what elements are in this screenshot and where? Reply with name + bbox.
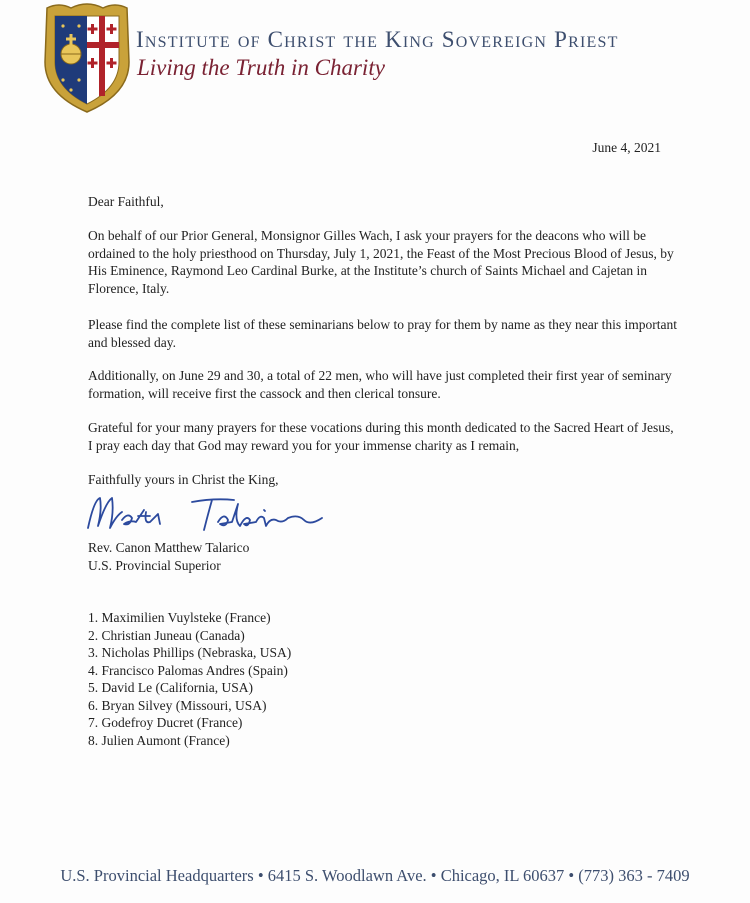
list-item: 2. Christian Juneau (Canada) xyxy=(88,627,245,643)
salutation: Dear Faithful, xyxy=(88,194,164,209)
handwritten-signature xyxy=(84,490,326,538)
list-item: 7. Godefroy Ducret (France) xyxy=(88,715,243,730)
deacon-list xyxy=(88,609,291,749)
list-item: 1. Maximilien Vuylsteke (France) xyxy=(88,610,271,625)
heraldic-crest-icon xyxy=(41,2,133,114)
paragraph-tonsure: Additionally, on June 29 and 30, a total of 22 men, who will have just completed their first year of seminary formation, will receive first the cassock and then clerical tonsure. xyxy=(88,368,672,401)
paragraph-list-intro: Please find the complete list of these seminarians below to pray for them by name as they near this important and blessed day. xyxy=(88,317,677,350)
list-item: 8. Julien Aumont (France) xyxy=(88,732,230,748)
signer-block xyxy=(88,539,249,574)
signer-name: Rev. Canon Matthew Talarico xyxy=(88,540,250,555)
organization-name: Institute of Christ the King Sovereign Priest xyxy=(136,27,619,52)
signer-title: U.S. Provincial Superior xyxy=(88,557,221,573)
list-item: 6. Bryan Silvey (Missouri, USA) xyxy=(88,697,267,713)
paragraph-gratitude: Grateful for your many prayers for these vocations during this month dedicated to the Sacred Heart of Jesus, I pray each day that God may reward you for your immense charity as I remain, xyxy=(88,420,674,453)
paragraph-intercession: On behalf of our Prior General, Monsignor Gilles Wach, I ask your prayers for the deacons who will be ordained to the holy priesthood on Thursday, July 1, 2021, the Feast of the Most Precious Blood of Jesus, by His Eminence, Raymond Leo Cardinal Burke, at the Institute’s church of Saints Michael and Cajetan in Florence, Italy. xyxy=(88,228,674,296)
list-item: 3. Nicholas Phillips (Nebraska, USA) xyxy=(88,645,292,660)
list-item: 4. Francisco Palomas Andres (Spain) xyxy=(88,662,288,678)
closing: Faithfully yours in Christ the King, xyxy=(88,472,279,487)
footer-address: U.S. Provincial Headquarters • 6415 S. Woodlawn Ave. • Chicago, IL 60637 • (773) 363 - 7409 xyxy=(60,866,690,885)
tagline: Living the Truth in Charity xyxy=(137,55,385,80)
list-item: 5. David Le (California, USA) xyxy=(88,680,253,695)
letter-date: June 4, 2021 xyxy=(592,140,661,155)
